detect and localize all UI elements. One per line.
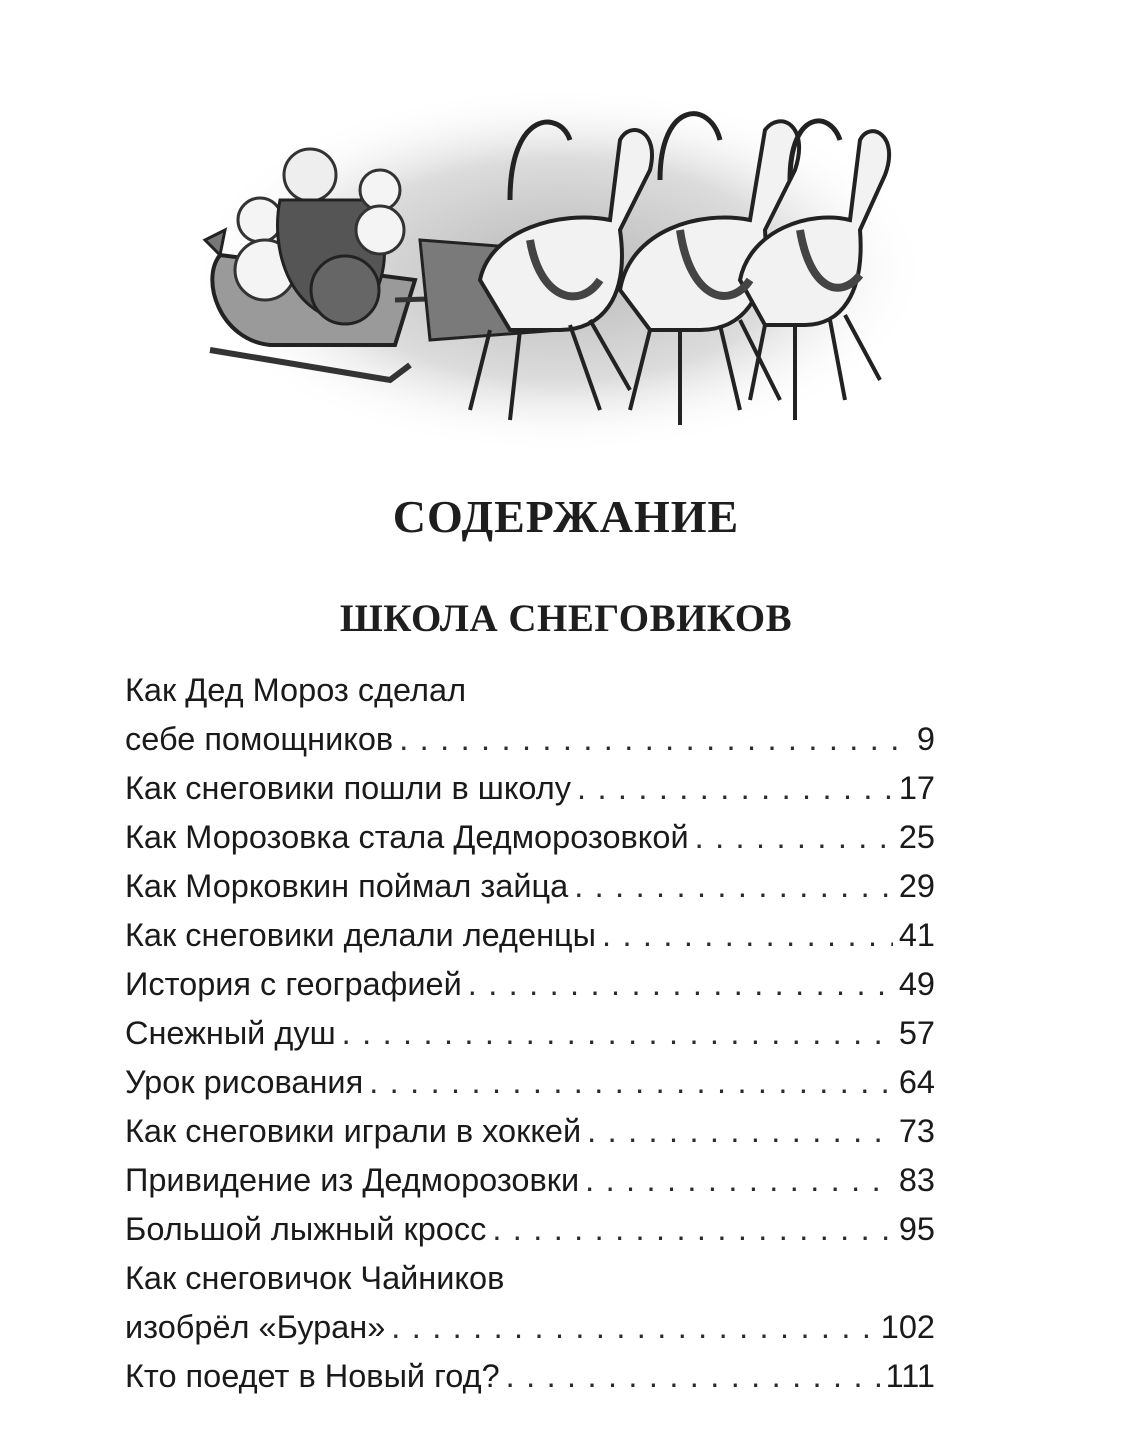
sleigh-troika-icon — [180, 80, 920, 460]
toc-page-number: 17 — [898, 770, 935, 806]
dot-leader — [585, 1156, 893, 1205]
toc-page-number: 9 — [916, 721, 935, 757]
toc-entry-title: Кто поедет в Новый год? — [125, 1358, 500, 1394]
toc-page-number: 41 — [898, 917, 935, 953]
dot-leader — [399, 715, 911, 764]
toc-entry-title: Как снеговики делали леденцы — [125, 917, 596, 953]
section-heading: ШКОЛА СНЕГОВИКОВ — [339, 597, 793, 640]
toc-entry-title: Урок рисования — [125, 1064, 364, 1100]
toc-page-number: 111 — [885, 1358, 935, 1394]
toc-entry-title: изобрёл «Буран» — [125, 1309, 386, 1345]
table-of-contents — [125, 666, 935, 1401]
toc-entry-title-line1: Как снеговичок Чайников — [125, 1260, 505, 1296]
toc-entry-title: История с географией — [125, 966, 462, 1002]
toc-entry-title: Как снеговики пошли в школу — [125, 770, 571, 806]
toc-page-number: 83 — [898, 1162, 935, 1198]
toc-page-number: 64 — [898, 1064, 935, 1100]
toc-entry-title: Как Морковкин поймал зайца — [125, 868, 569, 904]
dot-leader — [369, 1058, 893, 1107]
toc-entry[interactable] — [125, 1058, 935, 1107]
toc-entry[interactable] — [125, 1107, 935, 1156]
toc-page-number: 29 — [898, 868, 935, 904]
toc-entry-title: Снежный душ — [125, 1015, 336, 1051]
toc-entry-title: Как Морозовка стала Дедморозовкой — [125, 819, 689, 855]
toc-entry[interactable] — [125, 1205, 935, 1254]
toc-entry[interactable] — [125, 813, 935, 862]
toc-page-number: 102 — [880, 1309, 935, 1345]
dot-leader — [574, 862, 893, 911]
toc-entry[interactable] — [125, 764, 935, 813]
toc-entry-title: себе помощников — [125, 721, 394, 757]
dot-leader — [577, 764, 893, 813]
toc-entry-title: Как снеговики играли в хоккей — [125, 1113, 582, 1149]
dot-leader — [602, 911, 893, 960]
dot-leader — [391, 1303, 874, 1352]
dot-leader — [492, 1205, 893, 1254]
toc-entry-title-line1: Как Дед Мороз сделал — [125, 672, 467, 708]
toc-page-number: 49 — [898, 966, 935, 1002]
toc-page-number: 73 — [898, 1113, 935, 1149]
toc-entry[interactable] — [125, 1254, 935, 1352]
toc-entry[interactable] — [125, 960, 935, 1009]
toc-entry[interactable] — [125, 1156, 935, 1205]
dot-leader — [468, 960, 893, 1009]
dot-leader — [342, 1009, 893, 1058]
toc-entry[interactable] — [125, 862, 935, 911]
toc-page-number: 25 — [898, 819, 935, 855]
toc-page-number: 95 — [898, 1211, 935, 1247]
toc-entry[interactable] — [125, 1352, 935, 1401]
toc-page-number: 57 — [898, 1015, 935, 1051]
toc-entry[interactable] — [125, 911, 935, 960]
dot-leader — [695, 813, 893, 862]
dot-leader — [587, 1107, 893, 1156]
toc-entry-title: Большой лыжный кросс — [125, 1211, 487, 1247]
toc-entry[interactable] — [125, 1009, 935, 1058]
page-title: СОДЕРЖАНИЕ — [392, 491, 740, 542]
toc-entry[interactable] — [125, 666, 935, 764]
toc-entry-title: Привидение из Дедморозовки — [125, 1162, 580, 1198]
dot-leader — [506, 1352, 880, 1401]
